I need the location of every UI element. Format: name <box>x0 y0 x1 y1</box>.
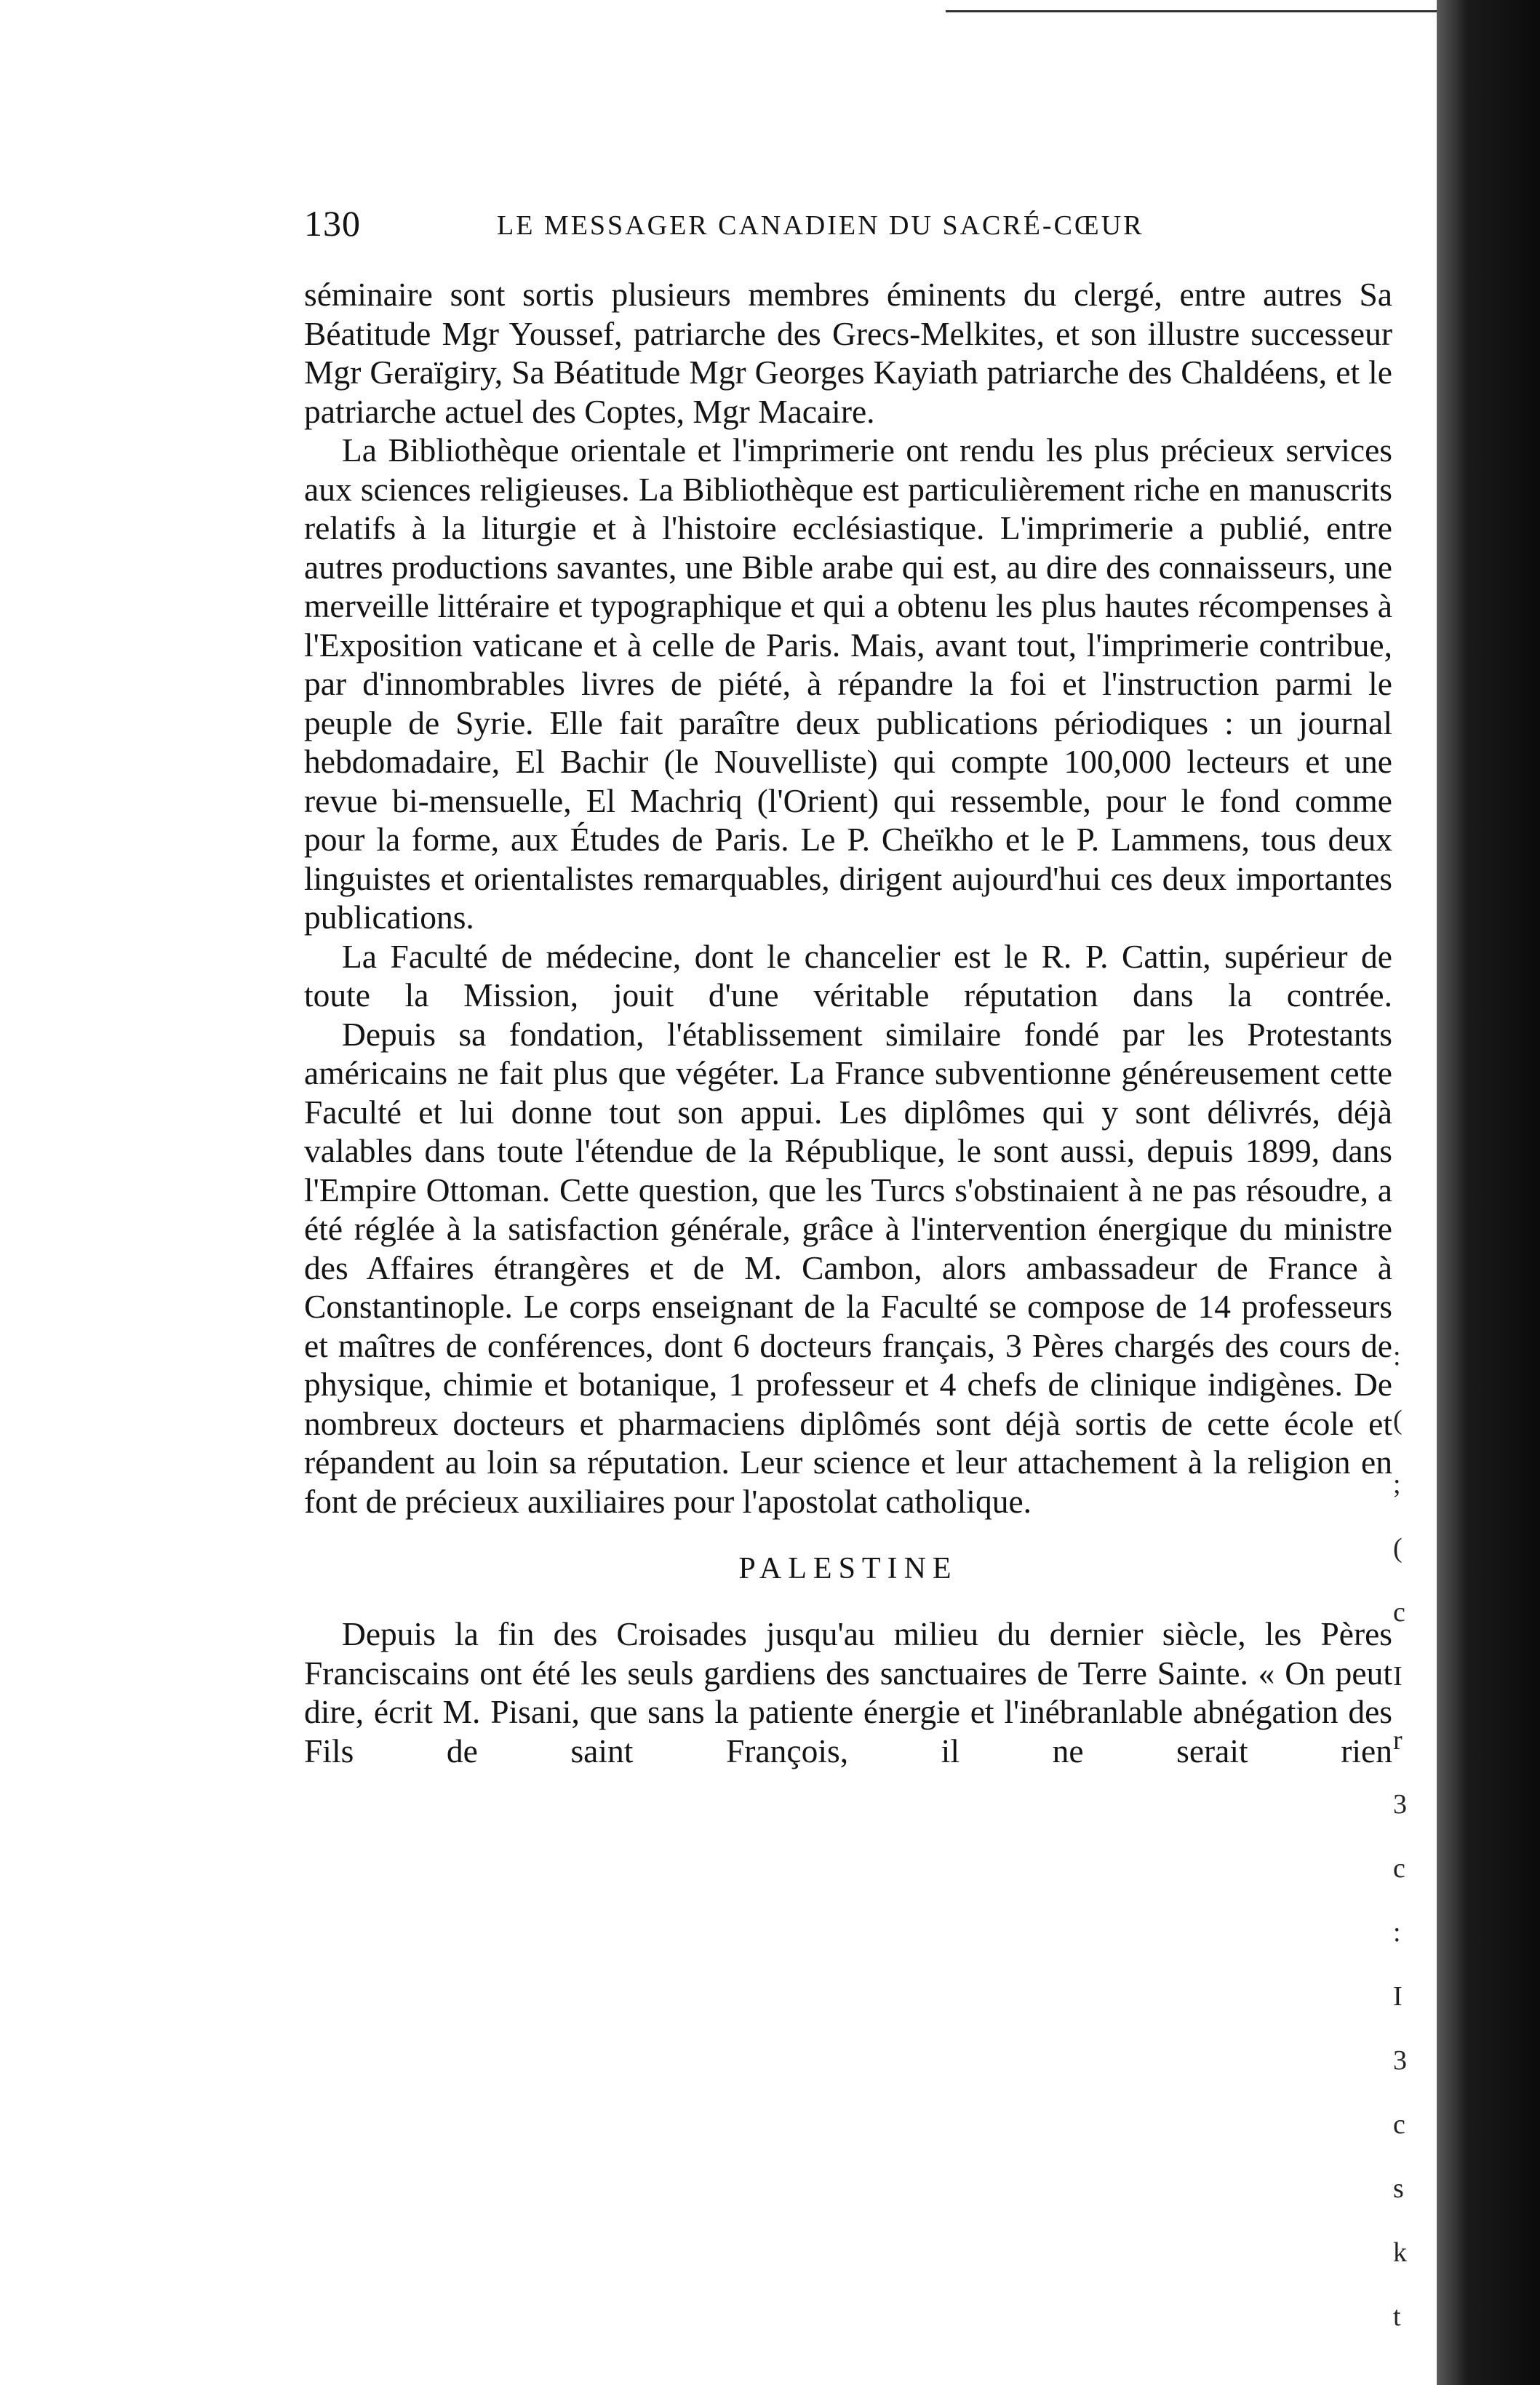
running-title: LE MESSAGER CANADIEN DU SACRÉ-CŒUR <box>497 210 1144 241</box>
facing-fragment: t <box>1393 2301 1401 2332</box>
top-rule <box>946 10 1455 12</box>
facing-fragment: ; <box>1393 1469 1401 1500</box>
facing-fragment: 3 <box>1393 2045 1407 2076</box>
paragraph: Depuis la fin des Croisades jusqu'au milieu du dernier siècle, les Pères Franciscains ont été les seuls gardiens des sanctuaires de Terre Sainte. « On peut dire, écrit M. Pisani, que sans la patiente énergie et l'inébranlable abnégation des Fils de saint François, il ne serait rien <box>304 1615 1392 1769</box>
paragraph: La Faculté de médecine, dont le chancelier est le R. P. Cattin, supérieur de toute la Mission, jouit d'une véritable réputation dans la contrée. <box>304 937 1392 1014</box>
facing-page-margin <box>1393 1324 1433 2332</box>
facing-fragment: : <box>1393 1917 1401 1948</box>
facing-fragment: s <box>1393 2173 1404 2204</box>
page-body <box>304 275 1392 1770</box>
section-heading: PALESTINE <box>738 1552 958 1585</box>
facing-fragment: : <box>1393 1341 1401 1371</box>
facing-fragment: r <box>1393 1725 1403 1756</box>
facing-fragment: ( <box>1393 1533 1403 1564</box>
facing-fragment: 3 <box>1393 1789 1407 1820</box>
paragraph: Depuis sa fondation, l'établissement similaire fondé par les Protestants américains ne fait plus que végéter. La France subventionne généreusement cette Faculté et lui donne tout son appui. Les diplômes qui y sont délivrés, déjà valables dans toute l'étendue de la République, le sont aussi, depuis 1899, dans l'Empire Ottoman. Cette question, que les Turcs s'obstinaient à ne pas résoudre, a été réglée à la satisfaction générale, grâce à l'intervention énergique du ministre des Affaires étrangères et de M. Cambon, alors ambassadeur de France à Constantinople. Le corps enseignant de la Faculté se compose de 14 professeurs et maîtres de conférences, dont 6 docteurs français, 3 Pères chargés des cours de physique, chimie et botanique, 1 professeur et 4 chefs de clinique indigènes. De nombreux docteurs et pharmaciens diplômés sont déjà sortis de cette école et répandent au loin sa réputation. Leur science et leur attachement à la religion en font de précieux auxiliaires pour l'apostolat catholique. <box>304 1015 1392 1520</box>
paragraph: séminaire sont sortis plusieurs membres éminents du clergé, entre autres Sa Béatitude Mgr Youssef, patriarche des Grecs-Melkites, et son illustre successeur Mgr Geraïgiry, Sa Béatitude Mgr Georges Kayiath patriarche des Chaldéens, et le patriarche actuel des Coptes, Mgr Macaire. <box>304 276 1392 430</box>
paragraph: La Bibliothèque orientale et l'imprimerie ont rendu les plus précieux services aux sciences religieuses. La Bibliothèque est particulièrement riche en manuscrits relatifs à la liturgie et à l'histoire ecclésiastique. L'imprimerie a publié, entre autres productions savantes, une Bible arabe qui est, au dire des connaisseurs, une merveille littéraire et typographique et qui a obtenu les plus hautes récompenses à l'Exposition vaticane et à celle de Paris. Mais, avant tout, l'imprimerie contribue, par d'innombrables livres de piété, à répandre la foi et l'instruction parmi le peuple de Syrie. Elle fait paraître deux publications périodiques : un journal hebdomadaire, El Bachir (le Nouvelliste) qui compte 100,000 lecteurs et une revue bi-mensuelle, El Machriq (l'Orient) qui ressemble, pour le fond comme pour la forme, aux Études de Paris. Le P. Cheïkho et le P. Lammens, tous deux linguistes et orientalistes remarquables, dirigent aujourd'hui ces deux importantes publications. <box>304 431 1392 936</box>
page-header <box>304 189 1257 247</box>
facing-fragment: c <box>1393 2109 1405 2140</box>
facing-fragment: c <box>1393 1597 1405 1628</box>
facing-fragment: ( <box>1393 1405 1403 1436</box>
facing-fragment: k <box>1393 2237 1407 2268</box>
facing-fragment: c <box>1393 1853 1405 1884</box>
page-number: 130 <box>304 203 361 244</box>
binding-shadow <box>1437 0 1540 2385</box>
facing-fragment: I <box>1393 1661 1403 1692</box>
facing-fragment: I <box>1393 1981 1403 2012</box>
